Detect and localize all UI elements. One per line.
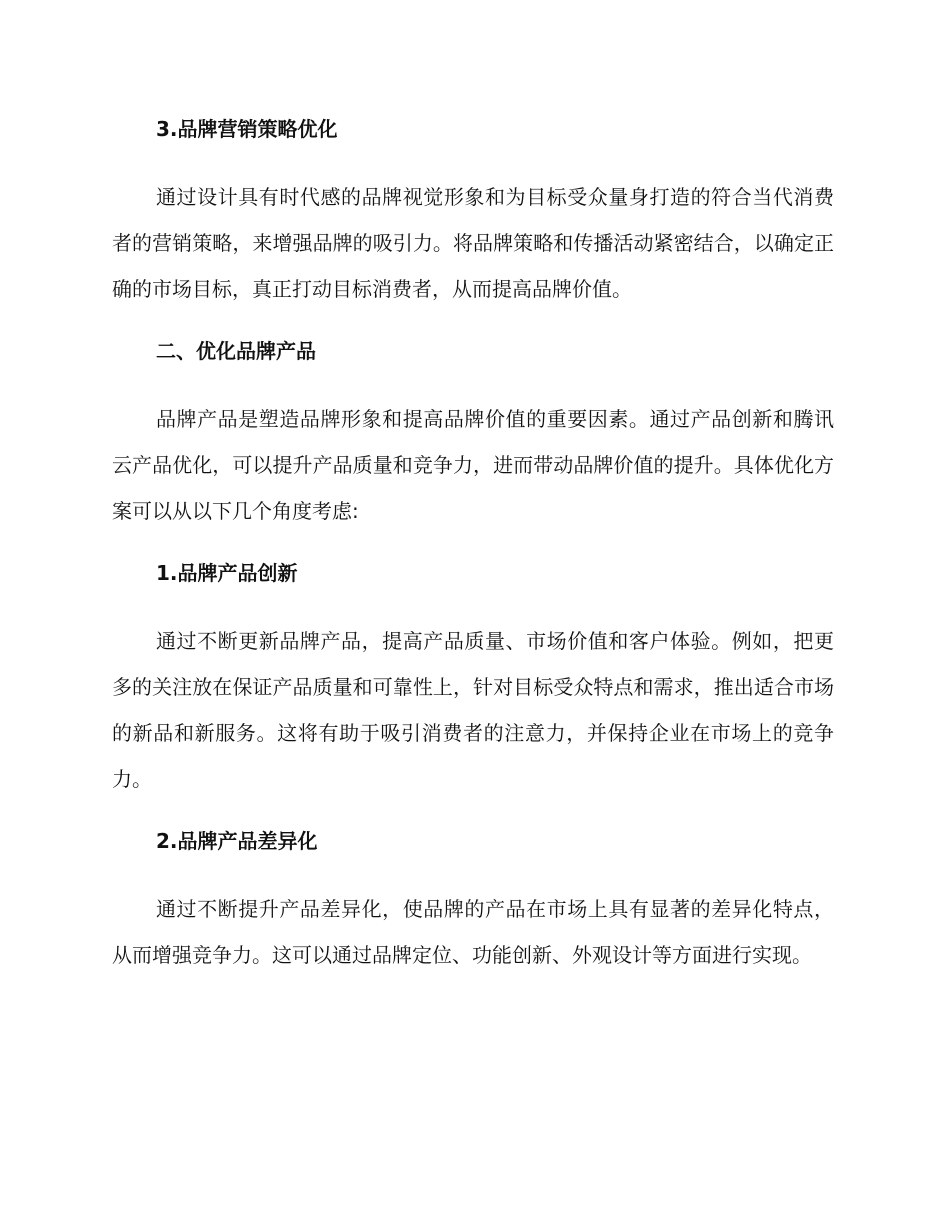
section-heading-optimize-products: 二、优化品牌产品 — [156, 339, 316, 363]
section-heading-product-differentiation: 2.品牌产品差异化 — [156, 829, 318, 853]
paragraph-brand-marketing: 通过设计具有时代感的品牌视觉形象和为目标受众量身打造的符合当代消费者的营销策略，来增强品牌的吸引力。将品牌策略和传播活动紧密结合，以确定正确的市场目标，真正打动目标消费者，从而提高品牌价值。 — [112, 185, 834, 301]
paragraph-optimize-products: 品牌产品是塑造品牌形象和提高品牌价值的重要因素。通过产品创新和腾讯云产品优化，可以提升产品质量和竞争力，进而带动品牌价值的提升。具体优化方案可以从以下几个角度考虑: — [112, 407, 834, 523]
document-body — [112, 112, 834, 978]
section-heading-product-innovation: 1.品牌产品创新 — [156, 561, 298, 585]
paragraph-product-innovation: 通过不断更新品牌产品，提高产品质量、市场价值和客户体验。例如，把更多的关注放在保证产品质量和可靠性上，针对目标受众特点和需求，推出适合市场的新品和新服务。这将有助于吸引消费者的注意力，并保持企业在市场上的竞争力。 — [112, 629, 834, 791]
paragraph-product-differentiation: 通过不断提升产品差异化，使品牌的产品在市场上具有显著的差异化特点，从而增强竞争力。这可以通过品牌定位、功能创新、外观设计等方面进行实现。 — [112, 897, 834, 967]
section-heading-brand-marketing: 3.品牌营销策略优化 — [156, 117, 338, 141]
